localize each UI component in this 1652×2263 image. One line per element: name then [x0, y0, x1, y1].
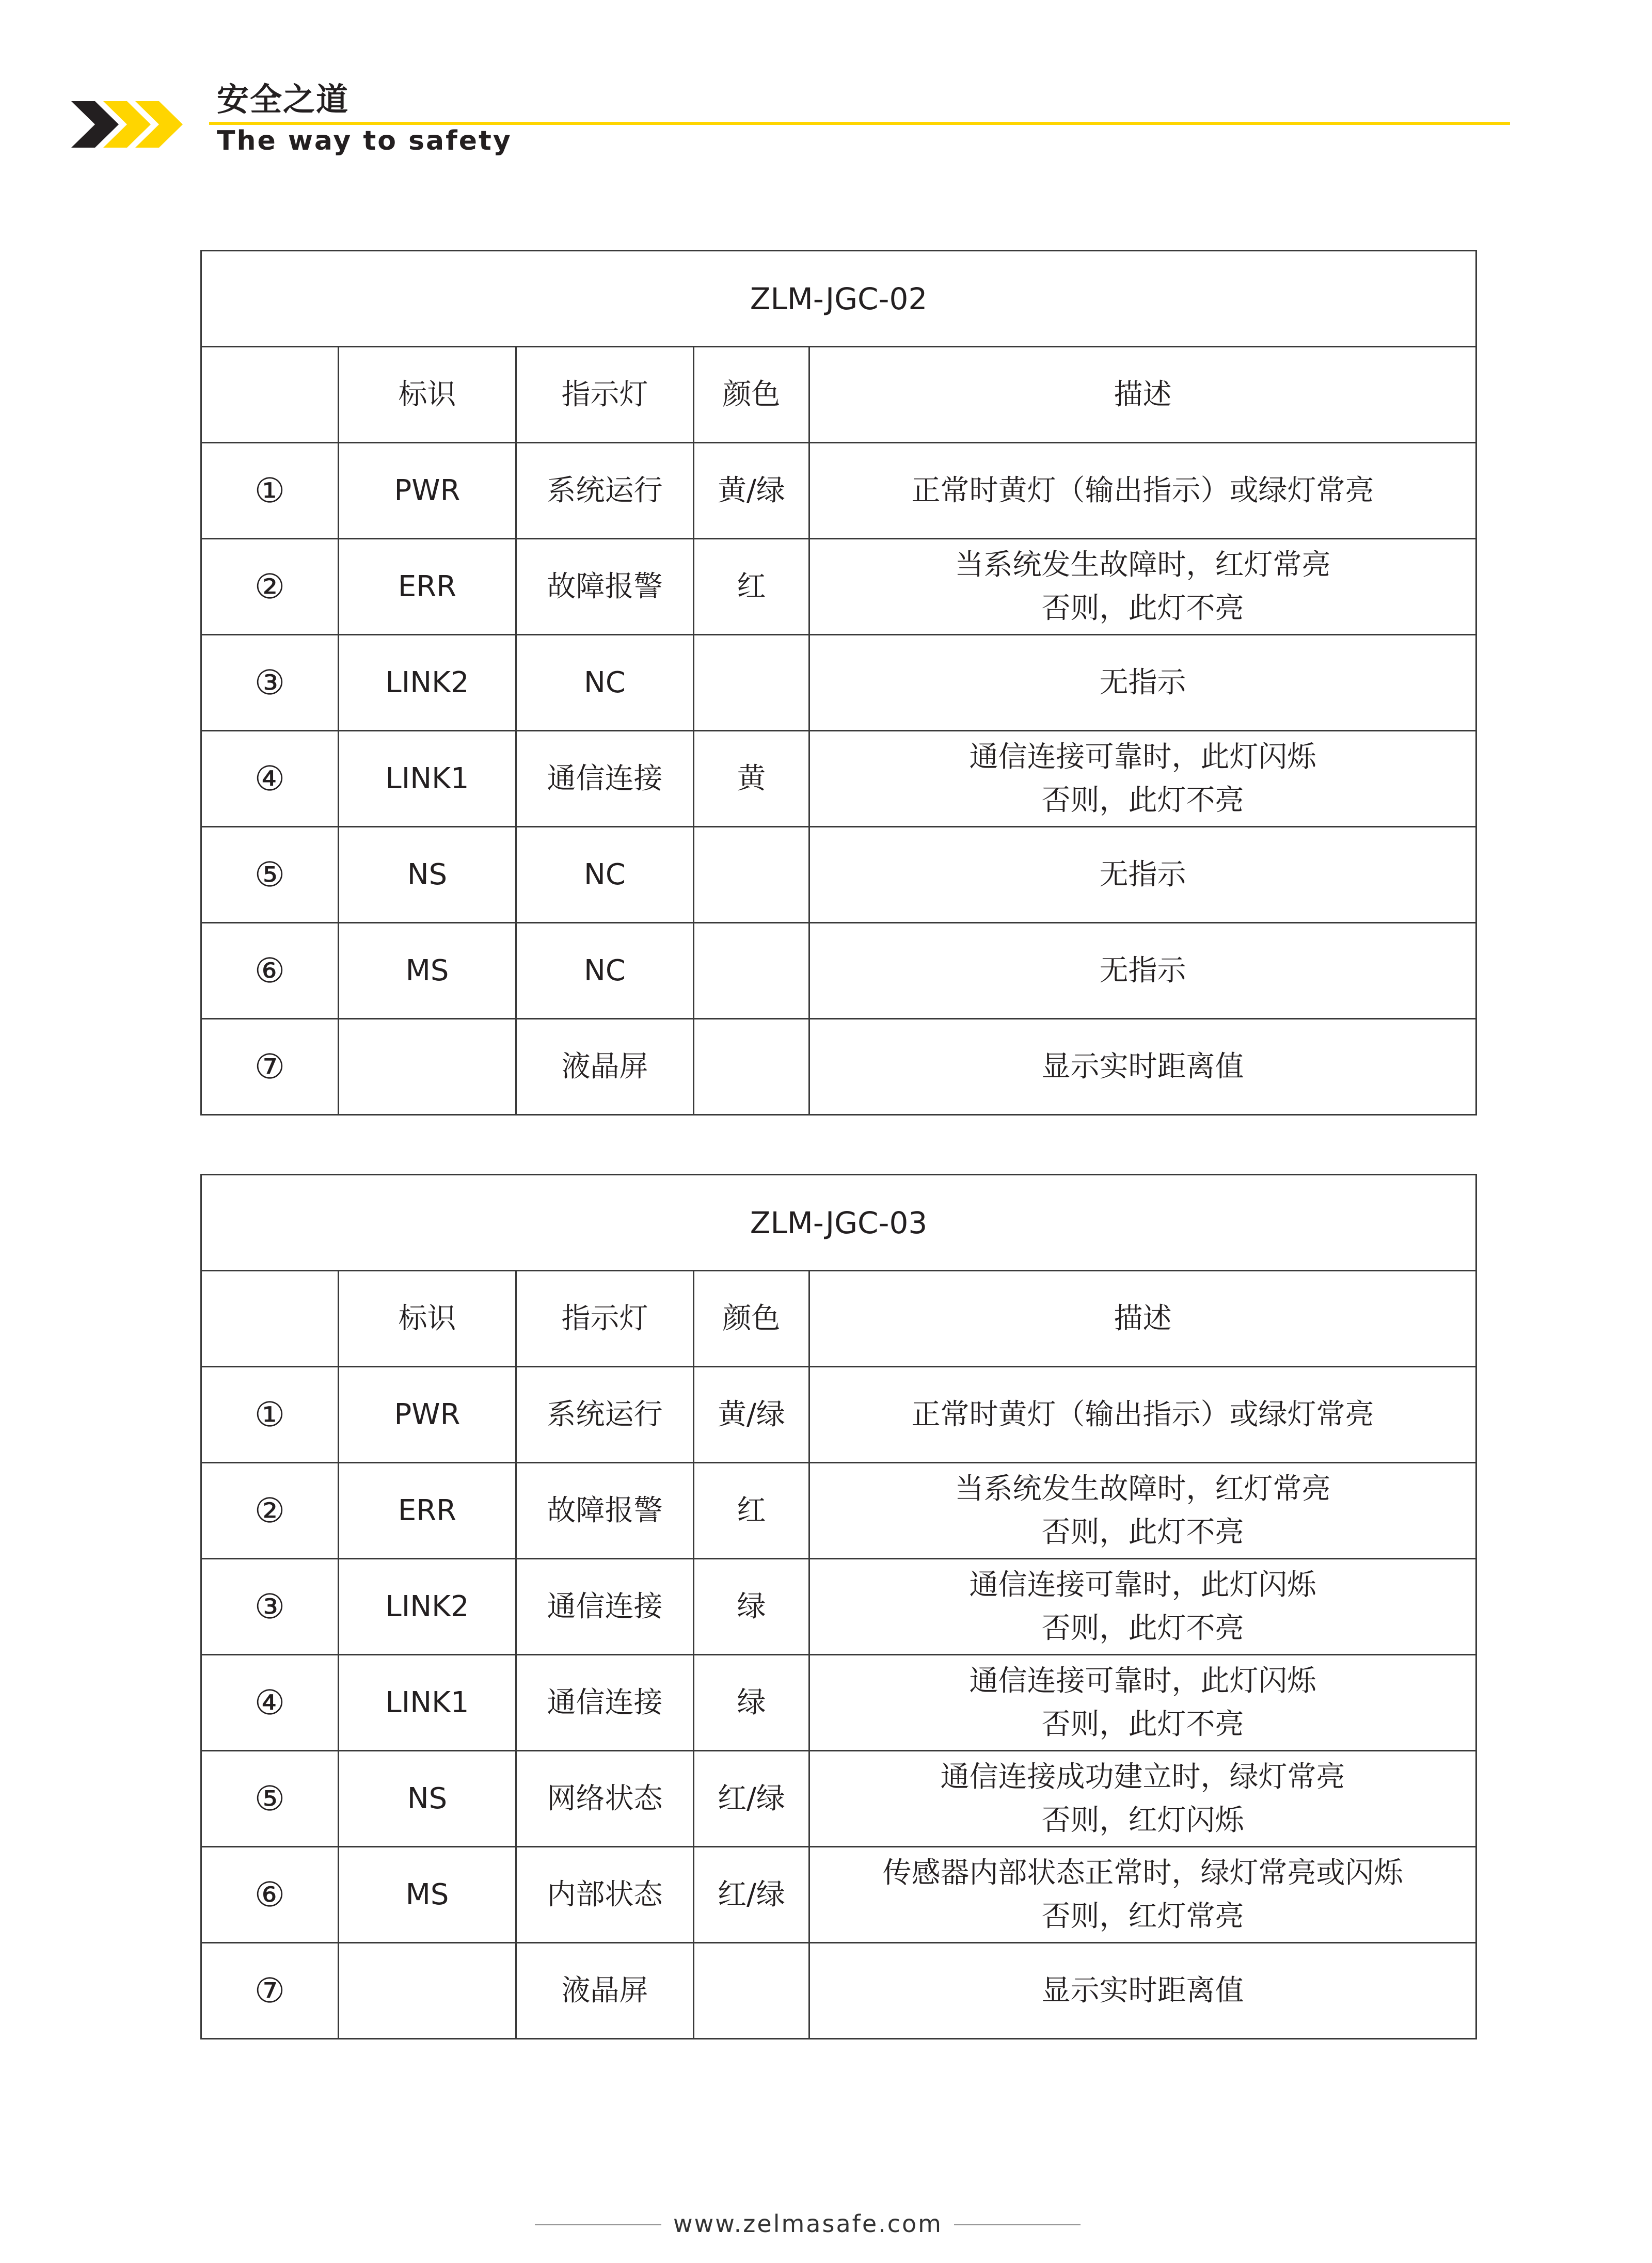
description-line: 通信连接可靠时，此灯闪烁 — [969, 740, 1316, 774]
table-row — [201, 1463, 1476, 1559]
table-row — [201, 1367, 1476, 1463]
description-line: 通信连接成功建立时，绿灯常亮 — [940, 1760, 1345, 1794]
row-id: MS — [339, 923, 516, 1019]
row-number: ① — [201, 443, 339, 539]
row-description — [809, 635, 1476, 731]
table-title: ZLM-JGC-03 — [201, 1175, 1476, 1271]
footer-website: www.zelmasafe.com — [673, 2210, 943, 2238]
row-color — [694, 827, 809, 923]
row-indicator: 通信连接 — [516, 1559, 694, 1655]
row-number: ③ — [201, 1559, 339, 1655]
description-line: 否则，此灯不亮 — [1041, 783, 1244, 817]
row-description — [809, 1847, 1476, 1943]
table-row — [201, 923, 1476, 1019]
indicator-table-jgc-03 — [200, 1174, 1477, 2039]
header-cell-index — [201, 347, 339, 443]
description-line: 当系统发生故障时，红灯常亮 — [955, 1472, 1331, 1506]
row-color — [694, 923, 809, 1019]
row-number: ⑦ — [201, 1943, 339, 2039]
row-indicator: 通信连接 — [516, 1655, 694, 1751]
row-description — [809, 827, 1476, 923]
row-id: NS — [339, 827, 516, 923]
row-description — [809, 923, 1476, 1019]
header-cell-description: 描述 — [809, 1271, 1476, 1367]
row-number: ⑦ — [201, 1019, 339, 1115]
table-row — [201, 539, 1476, 635]
description-line: 无指示 — [1099, 857, 1186, 891]
row-number: ④ — [201, 731, 339, 827]
header-cell-index — [201, 1271, 339, 1367]
table-header-row — [201, 347, 1476, 443]
row-description — [809, 443, 1476, 539]
row-description — [809, 731, 1476, 827]
row-description — [809, 1367, 1476, 1463]
row-indicator: 通信连接 — [516, 731, 694, 827]
row-number: ② — [201, 1463, 339, 1559]
description-line: 否则，红灯闪烁 — [1041, 1803, 1244, 1837]
table-row — [201, 827, 1476, 923]
row-color: 黄 — [694, 731, 809, 827]
row-color: 红/绿 — [694, 1751, 809, 1847]
row-indicator: 液晶屏 — [516, 1943, 694, 2039]
description-line: 否则，此灯不亮 — [1041, 1515, 1244, 1549]
row-id: LINK2 — [339, 1559, 516, 1655]
row-color: 黄/绿 — [694, 1367, 809, 1463]
row-id: NS — [339, 1751, 516, 1847]
description-line: 正常时黄灯（输出指示）或绿灯常亮 — [911, 1397, 1374, 1431]
row-id: PWR — [339, 1367, 516, 1463]
row-description — [809, 1463, 1476, 1559]
header-cell-id: 标识 — [339, 1271, 516, 1367]
header-cell-indicator: 指示灯 — [516, 1271, 694, 1367]
description-line: 否则，此灯不亮 — [1041, 1611, 1244, 1645]
table-row — [201, 1751, 1476, 1847]
row-description — [809, 1751, 1476, 1847]
row-id: MS — [339, 1847, 516, 1943]
row-color: 红/绿 — [694, 1847, 809, 1943]
description-line: 显示实时距离值 — [1041, 1049, 1244, 1083]
description-line: 显示实时距离值 — [1041, 1973, 1244, 2007]
row-indicator: 液晶屏 — [516, 1019, 694, 1115]
row-indicator: NC — [516, 827, 694, 923]
row-number: ③ — [201, 635, 339, 731]
page-header — [0, 0, 1652, 176]
row-indicator: 故障报警 — [516, 539, 694, 635]
table-title-row — [201, 1175, 1476, 1271]
row-description — [809, 1943, 1476, 2039]
description-line: 否则，红灯常亮 — [1041, 1899, 1244, 1933]
row-color: 绿 — [694, 1559, 809, 1655]
brand-name-cn: 安全之道 — [217, 81, 350, 118]
footer-divider-right — [954, 2224, 1081, 2225]
row-color — [694, 1943, 809, 2039]
row-number: ② — [201, 539, 339, 635]
table-row — [201, 731, 1476, 827]
description-line: 否则，此灯不亮 — [1041, 1707, 1244, 1741]
table-row — [201, 635, 1476, 731]
description-line: 正常时黄灯（输出指示）或绿灯常亮 — [911, 473, 1374, 507]
row-indicator: NC — [516, 635, 694, 731]
row-indicator: 内部状态 — [516, 1847, 694, 1943]
row-id: ERR — [339, 539, 516, 635]
header-cell-color: 颜色 — [694, 1271, 809, 1367]
row-number: ⑤ — [201, 1751, 339, 1847]
row-id: LINK1 — [339, 731, 516, 827]
row-color — [694, 635, 809, 731]
row-color: 红 — [694, 539, 809, 635]
brand-slogan-en: The way to safety — [217, 125, 512, 156]
description-line: 传感器内部状态正常时，绿灯常亮或闪烁 — [882, 1856, 1403, 1890]
row-color — [694, 1019, 809, 1115]
header-cell-description: 描述 — [809, 347, 1476, 443]
description-line: 通信连接可靠时，此灯闪烁 — [969, 1664, 1316, 1698]
description-line: 否则，此灯不亮 — [1041, 591, 1244, 625]
row-description — [809, 539, 1476, 635]
double-chevron-right-icon — [71, 101, 195, 148]
indicator-table-jgc-02 — [200, 250, 1477, 1115]
row-number: ① — [201, 1367, 339, 1463]
row-color: 黄/绿 — [694, 443, 809, 539]
table-title-row — [201, 251, 1476, 347]
row-id: LINK1 — [339, 1655, 516, 1751]
row-indicator: 系统运行 — [516, 443, 694, 539]
row-id: ERR — [339, 1463, 516, 1559]
row-indicator: NC — [516, 923, 694, 1019]
row-description — [809, 1559, 1476, 1655]
row-description — [809, 1655, 1476, 1751]
row-indicator: 故障报警 — [516, 1463, 694, 1559]
row-number: ④ — [201, 1655, 339, 1751]
table-row — [201, 1559, 1476, 1655]
row-indicator: 系统运行 — [516, 1367, 694, 1463]
header-cell-indicator: 指示灯 — [516, 347, 694, 443]
row-id: LINK2 — [339, 635, 516, 731]
row-color: 绿 — [694, 1655, 809, 1751]
table-row — [201, 1655, 1476, 1751]
table-row — [201, 443, 1476, 539]
table-row — [201, 1847, 1476, 1943]
description-line: 当系统发生故障时，红灯常亮 — [955, 548, 1331, 582]
description-line: 通信连接可靠时，此灯闪烁 — [969, 1568, 1316, 1602]
table-row — [201, 1943, 1476, 2039]
header-cell-id: 标识 — [339, 347, 516, 443]
table-header-row — [201, 1271, 1476, 1367]
description-line: 无指示 — [1099, 953, 1186, 987]
row-indicator: 网络状态 — [516, 1751, 694, 1847]
row-color: 红 — [694, 1463, 809, 1559]
page-footer — [0, 2204, 1652, 2245]
row-number: ⑤ — [201, 827, 339, 923]
footer-divider-left — [535, 2224, 661, 2225]
table-row — [201, 1019, 1476, 1115]
table-title: ZLM-JGC-02 — [201, 251, 1476, 347]
row-id — [339, 1943, 516, 2039]
header-cell-color: 颜色 — [694, 347, 809, 443]
row-description — [809, 1019, 1476, 1115]
description-line: 无指示 — [1099, 665, 1186, 699]
row-number: ⑥ — [201, 1847, 339, 1943]
row-number: ⑥ — [201, 923, 339, 1019]
row-id — [339, 1019, 516, 1115]
row-id: PWR — [339, 443, 516, 539]
